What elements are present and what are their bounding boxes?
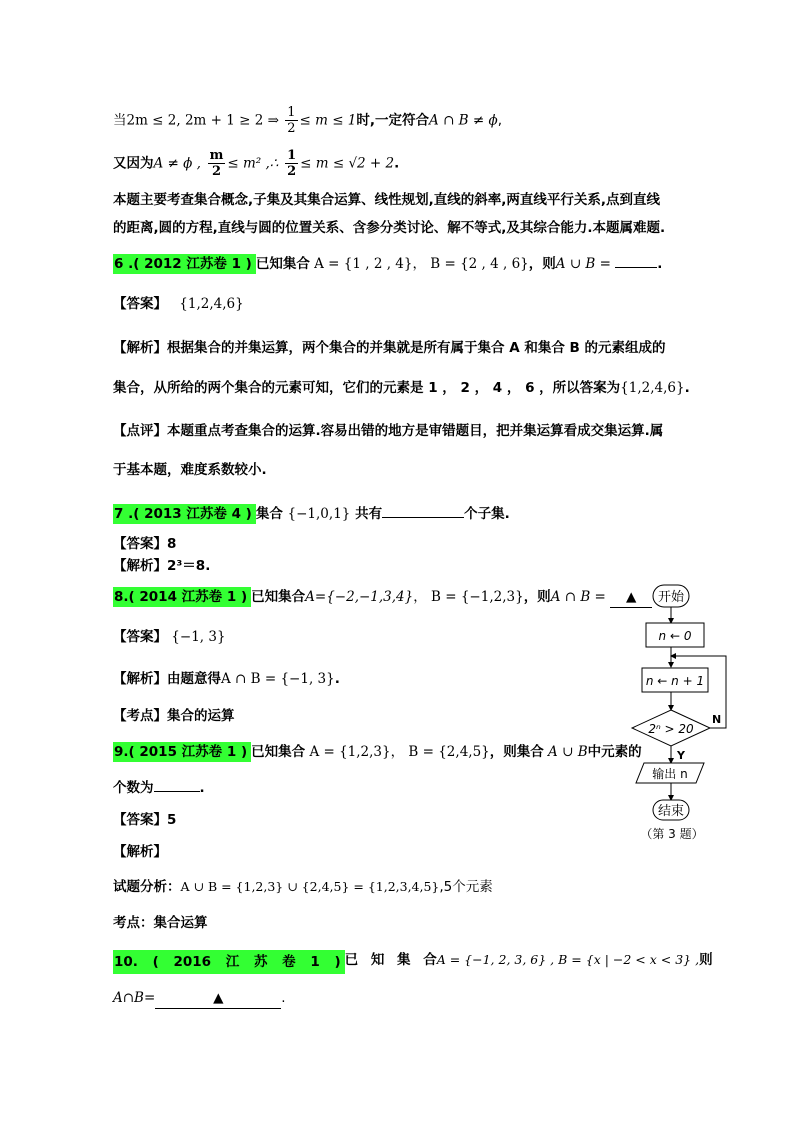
math-expr: 2m ≤ 2, 2m + 1 ≥ 2 ⇒ [126,112,279,129]
text: ，则 [523,589,551,605]
question-stem: 已 知 集 合 [344,952,437,968]
analysis-6-line-2 [113,378,690,398]
text: 个数为 [113,780,154,796]
math-expr: A = {1,2,3} [309,744,391,760]
text: . [684,380,690,396]
answer-value: {−1, 3} [171,629,226,645]
keypoint-8: 【考点】集合的运算 [113,708,235,724]
question-stem: 已知集合 [255,256,310,272]
text: ， [412,256,426,272]
text: ,5个元素 [439,879,493,895]
text: 则 [699,952,713,968]
question-tag: 6 .( 2012 江苏卷 1 ) [113,254,256,274]
answer-label: 【答案】 [113,629,167,645]
math-expr: A∩B= [113,990,156,1006]
flowchart-decision-label: 2ⁿ > 20 [648,722,694,736]
text: , [497,112,502,129]
answer-blank [154,791,200,792]
answer-value: {1,2,4,6} [179,296,244,312]
math-expr: {−1,0,1} [287,506,351,522]
triangle-icon: ▲ [213,990,224,1006]
flowchart-yes-label: Y [677,749,685,762]
text: 【解析】由题意得 [113,671,221,687]
math-expr: ≤ m ≤ 1 [299,112,357,129]
flowchart-caption: （第 3 题） [640,827,704,841]
text: ，则集合 [489,744,544,760]
text: . [281,990,286,1006]
text: 当 [113,112,127,129]
math-expr: B = {2 , 4 , 6} [430,256,529,272]
math-expr: A = {1 , 2 , 4} [314,256,413,272]
math-expr: A = {−1, 2, 3, 6} , B = {x | −2 < x < 3} , [436,952,700,967]
text: 中元素的 [587,744,642,760]
answer-7: 【答案】8 [113,536,177,552]
math-expr: B = {2,4,5} [408,744,490,760]
math-expr: A ∩ B ≠ ϕ [429,112,498,129]
analysis-9: 【解析】 [113,844,167,860]
text: 集合，从所给的两个集合的元素可知，它们的元素是 1 ， 2 ， 4 ， 6 ，所以答案为 [113,380,621,396]
text: . [334,671,340,687]
fraction-numerator: 1 [287,148,297,163]
question-tag: 7 .( 2013 江苏卷 4 ) [113,504,256,524]
math-expr: {1,2,4,6} [620,380,685,396]
text: ， [390,744,405,760]
paragraph-line-2 [113,148,399,179]
question-stem: 集合 [255,506,283,522]
question-tag: 10. ( 2016 江 苏 卷 1 ) [113,950,345,974]
triangle-icon: ▲ [625,589,637,605]
keypoint-9: 考点：集合运算 [113,915,208,931]
answer-8 [113,627,226,647]
answer-6 [113,294,244,314]
math-expr: A ∪ B [548,744,588,760]
text: . [199,780,205,796]
text: 个子集. [464,506,510,522]
math-expr: A ≠ ϕ , [153,155,201,172]
flowchart-no-label: N [712,713,722,726]
fraction [208,148,226,179]
question-10-row [113,950,713,974]
question-tag: 9.( 2015 江苏卷 1 ) [113,742,251,762]
text: . [394,155,400,172]
paragraph-line-1 [113,105,502,136]
answer-9: 【答案】5 [113,812,177,828]
math-expr: ≤ m ≤ √2 + 2 [300,155,395,172]
text: . [657,256,663,272]
text: 时,一定符合 [356,112,430,129]
text: 又因为 [113,155,154,172]
question-7 [113,504,510,524]
text: 共有 [355,506,383,522]
flowchart-start-label: 开始 [657,590,685,605]
paragraph-line-3: 本题主要考查集合概念,子集及其集合运算、线性规划,直线的斜率,两直线平行关系,点到直线 [113,192,661,208]
fraction-denominator: 2 [212,164,222,179]
analysis-8 [113,669,340,689]
comment-6-line-2: 于基本题，难度系数较小. [113,462,267,478]
analysis-7: 【解析】2³＝8. [113,558,211,574]
analysis-9-detail [113,877,493,897]
flowchart-init-label: n ← 0 [658,629,692,643]
question-6 [113,254,662,274]
flowchart [630,583,740,843]
question-8 [113,587,656,608]
math-expr: B = {−1,2,3} [431,589,524,605]
fraction [285,148,298,179]
flowchart-end-label: 结束 [657,804,685,819]
answer-label: 【答案】 [113,296,167,312]
fraction-denominator: 2 [287,164,297,179]
answer-blank [615,267,657,268]
question-9 [113,742,642,762]
question-10-line-2 [113,988,286,1009]
text: ， [413,589,427,605]
fraction-numerator: m [209,148,224,163]
math-expr: A ∩ B = [550,589,606,605]
fraction-denominator: 2 [287,121,296,136]
fraction-numerator: 1 [287,105,296,120]
math-expr: A ∪ B = [555,256,611,272]
question-9-line-2 [113,778,205,798]
comment-6-line-1: 【点评】本题重点考查集合的运算.容易出错的地方是审错题目，把并集运算看成交集运算.属 [113,423,664,439]
flowchart-step-label: n ← n + 1 [645,674,705,688]
math-expr: A ∩ B = {−1, 3} [221,671,335,687]
answer-blank [155,988,281,1009]
question-stem: 已知集合 [251,744,306,760]
fraction [285,105,297,136]
analysis-6-line-1: 【解析】根据集合的并集运算，两个集合的并集就是所有属于集合 A 和集合 B 的元素组成的 [113,340,666,356]
text: 试题分析： [113,879,181,895]
flowchart-output-label: 输出 n [652,767,688,781]
paragraph-line-4: 的距离,圆的方程,直线与圆的位置关系、含参分类讨论、解不等式,及其综合能力.本题属难题. [113,220,666,236]
question-tag: 8.( 2014 江苏卷 1 ) [113,587,251,607]
math-expr: A={−2,−1,3,4} [305,589,414,605]
question-10 [113,950,713,974]
math-expr: ≤ m² ,∴ [227,155,279,172]
math-expr: A ∪ B = {1,2,3} ∪ {2,4,5} = {1,2,3,4,5} [180,879,440,894]
answer-blank [382,517,464,518]
text: ，则 [528,256,556,272]
question-stem: 已知集合 [251,589,306,605]
